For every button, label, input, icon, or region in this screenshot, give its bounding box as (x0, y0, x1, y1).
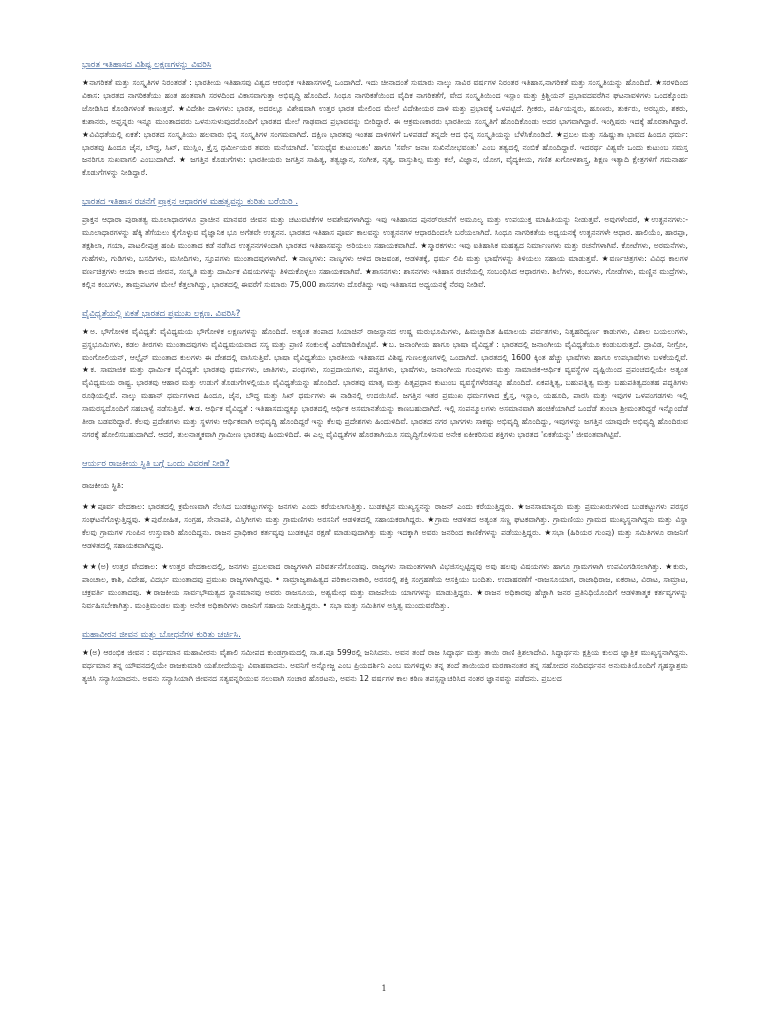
section-unity-in-diversity (82, 301, 688, 442)
section-heading: ಭಾರತ ಇತಿಹಾಸದ ವಿಶಿಷ್ಟ ಲಕ್ಷಣಗಳನ್ನು ವಿವರಿಸಿ (82, 60, 212, 70)
section-paragraph-later-vedic: ★★(ಅ) ಉತ್ತರ ವೇದಕಾಲ: ★ಉತ್ತರ ವೇದಕಾಲದಲ್ಲಿ, ಜನಗಳು ಪ್ರಬಲವಾದ ರಾಜ್ಯಗಳಾಗಿ ಪರಿವರ್ತನೆಗೊಂಡವು. ರಾಜ್ಯಗಳು ಸಾಮಂತಗಳಾಗಿ ವಿಭಜಿಸಲ್ಪಟ್ಟಿದ್ದವು ಅವು ಹಲವು ವಿಷಯಗಳು ಹಾಗೂ ಗ್ರಾಮಗಳಾಗಿ ಉಪವಿಂಗಡಿಸಲಾಗಿತ್ತು. ★ಕುರು, ಪಾಂಚಾಲ, ಕಾಶಿ, ವಿದೇಹ, ವಿದರ್ಭ ಮುಂತಾದವು ಪ್ರಮುಖ ರಾಜ್ಯಗಳಾಗಿದ್ದವು. • ಸಾಮ್ರಾಜ್ಯಶಾಹಿತ್ವದ ಪರಿಕಾಲನಾಕಾರಿ, ಅರಸರಲ್ಲಿ ಶಕ್ತಿ ಸಂಗ್ರಹಣೆಯ ಆಸಕ್ತಿಯು ಬಂದಿತು. ಉದಾಹರಣೆಗೆ -ರಾಜಸೂಯಾಗ, ರಾಜಾಧಿರಾಜ, ಏಕರಾಟ, ವಿರಾಟ, ಸಾಮ್ರಾಟ, ಚಕ್ರವರ್ತಿ ಮುಂತಾದವು. ★ರಾಜಕೀಯ ಸಾರ್ವಭೌಮತ್ವದ ಸ್ಥಾನಮಾನವು ಅವರು ರಾಜಸೂಯ, ಅಶ್ವಮೇಧ ಮತ್ತು ವಾಜಪೇಯ ಯಾಗಗಳನ್ನು ಮಾಡುತ್ತಿದ್ದರು. ★ರಾಜನ ಅಧಿಕಾರವು ಹೆಚ್ಚಾಗಿ ಜನರ ಪ್ರತಿನಿಧಿಯೊಂದಿಗೆ ಆಡಳಿತಾತ್ಮಕ ಕರ್ತವ್ಯಗಳನ್ನು ನಿರ್ವಹಿಸಬೇಕಾಗಿತ್ತು. ಮಂತ್ರಿಮಂಡಲ ಮತ್ತು ಅನೇಕ ಅಧಿಕಾರಿಗಳು ರಾಜನಿಗೆ ಸಹಾಯ ನೀಡುತ್ತಿದ್ದರು. • ಸಭಾ ಮತ್ತು ಸಮಿತಿಗಳ ಅಸ್ತಿತ್ವ ಮುಂದುವರೆದಿತ್ತು. (82, 562, 688, 611)
section-heading: ಆರ್ಯರ ರಾಜಕೀಯ ಸ್ಥಿತಿ ಬಗ್ಗೆ ಒಂದು ವಿವರಣೆ ನೀಡಿ? (82, 458, 230, 469)
section-heading: ವೈವಿಧ್ಯತೆಯಲ್ಲಿ ಏಕತೆ ಭಾರತದ ಪ್ರಮುಖ ಲಕ್ಷಣ. ವಿವರಿಸಿ? (82, 308, 241, 319)
page-number: 1 (381, 984, 387, 993)
section-paragraph-early-vedic: ★★ಪೂರ್ವ ವೇದಕಾಲ: ಭಾರತದಲ್ಲಿ ಕ್ರಮೇಣವಾಗಿ ನೆಲಸಿದ ಬುಡಕಟ್ಟುಗಳನ್ನು ಜನಗಳು ಎಂದು ಕರೆಯಲಾಗುತ್ತಿತ್ತು. ಬುಡಕಟ್ಟಿನ ಮುಖ್ಯಸ್ಥನನ್ನು ರಾಜನ್ ಎಂದು ಕರೆಯುತ್ತಿದ್ದರು. ★ಜನಸಾಮಾನ್ಯರು ಮತ್ತು ಪ್ರಮುಖರುಗಳಿಂದ ಬುಡಕಟ್ಟುಗಳು ಪರಸ್ಪರ ಸಂಘಟನೆಗೊಳ್ಳುತ್ತಿದ್ದವು. ★ಪುರೋಹಿತ, ಸಂಗ್ರಹ, ಸೇನಾಪತಿ, ವಿಸ್ತಿಗೀಗಳು ಮತ್ತು ಗ್ರಾಮಣಿಗಳು ಅರಸನಿಗೆ ಆಡಳಿತದಲ್ಲಿ ಸಹಾಯಕರಾಗಿದ್ದರು. ★ಗ್ರಾಮ ಆಡಳಿತದ ಅತ್ಯಂತ ಸಣ್ಣ ಘಟಕವಾಗಿತ್ತು. ಗ್ರಾಮಣಿಯು ಗ್ರಾಮದ ಮುಖ್ಯಸ್ಥನಾಗಿದ್ದನು ಮತ್ತು ವಿಸ್ಥಾ ಕೆಲವು ಗ್ರಾಮಗಳ ಗುಂಪಿನ ಉಸ್ತುವಾರಿ ಹೊಂದಿದ್ದನು. ರಾಜನ ಪ್ರಾಧಿಕಾರ ಕರ್ತವ್ಯವು ಬುಡಕಟ್ಟಿನ ರಕ್ಷಣೆ ಮಾಡುವುದಾಗಿತ್ತು ಮತ್ತು ಇದಕ್ಕಾಗಿ ಅವರು ಜನರಿಂದ ಕಾಣಿಕೆಗಳನ್ನು ಪಡೆಯುತ್ತಿದ್ದರು. ★ಸಭಾ (ಹಿರಿಯರ ಗುಂಪು) ಮತ್ತು ಸಮಿತಿಗಳೂ ರಾಜನಿಗೆ ಆಡಳಿತದಲ್ಲಿ ಸಹಾಯಕವಾಗಿದ್ದವು. (82, 501, 688, 550)
section-body: ಪ್ರಾಕ್ತನ ಆಧಾರಾ ಪುರಾತತ್ವ ಮೂಲಾಧಾರಗಳೂ ಪ್ರಾಚೀನ ಮಾನವರ ಜೀವನ ಮತ್ತು ಚಟುವಟಿಕೆಗಳ ಅವಶೇಷಗಳಾಗಿದ್ದು ಇವು ಇತಿಹಾಸದ ಪುನರ್‌ರಚನೆಗೆ ಅಮೂಲ್ಯ ಮತ್ತು ಉಪಯುಕ್ತ ಮಾಹಿತಿಯನ್ನು ನೀಡುತ್ತವೆ. ಅವುಗಳೆಂದರೆ, ★ಉತ್ಖನನಗಳು:-ಮೂಲಾಧಾರಗಳನ್ನು ಹೆಕ್ಕಿ ತೆಗೆಯಲು ಕೈಗೊಳ್ಳುವ ವೈಜ್ಞಾನಿಕ ಭೂ ಅಗೆತವೇ ಉತ್ಖನನ. ಭಾರತದ ಇತಿಹಾಸ ಪೂರ್ವ ಕಾಲವನ್ನು ಉತ್ಖನನಗಳ ಆಧಾರದಿಂದಲೇ ಬರೆಯಲಾಗಿದೆ. ಸಿಂಧೂ ನಾಗರಿಕತೆಯ ಅಧ್ಯಯನಕ್ಕೆ ಉತ್ಖನನಗಳೇ ಆಧಾರ. ಹಾಲಿಯೆಂ, ಹಾರಪ್ಪಾ, ತಕ್ಷಶಿಲಾ, ಗಯಾ, ಪಾಟಲೀಪುತ್ರ ಹಂಪಿ ಮುಂತಾದ ಕಡೆ ನಡೆಸಿದ ಉತ್ಖನನಗಳಿಂದಾಗಿ ಭಾರತದ ಇತಿಹಾಸವನ್ನು ಅರಿಯಲು ಸಹಾಯಕವಾಗಿದೆ. ★ಸ್ಮಾರಕಗಳು: ಇವು ಐತಿಹಾಸಿಕ ಮಹತ್ವದ ನಿರ್ಮಾಣಗಳು ಮತ್ತು ರಚನೆಗಳಾಗಿವೆ. ಕೋಟೆಗಳು, ಅರಮನೆಗಳು, ಗುಹೆಗಳು, ಗುಡಿಗಳು, ಬಸದಿಗಳು, ಮಸೀದಿಗಳು, ಸ್ತೂಪಗಳು ಮುಂತಾದವುಗಳಾಗಿವೆ. ★ನಾಣ್ಯಗಳು: ನಾಣ್ಯಗಳು ಆಳಿದ ರಾಜವಂಶ, ಆಡಳಿತಕ್ಕೆ, ಧರ್ಮ ಲಿಪಿ ಮತ್ತು ಭಾಷೆಗಳನ್ನು ತಿಳಿಯಲು ಸಹಾಯ ಮಾಡುತ್ತವೆ. ★ವರ್ಣಚಿತ್ರಗಳು: ವಿವಿಧ ಕಾಲಗಳ ವರ್ಣಚಿತ್ರಗಳು ಆಯಾ ಕಾಲದ ಜೀವನ, ಸಂಸ್ಕೃತಿ ಮತ್ತು ದಾರ್ಮಿಕ ವಿಷಯಗಳನ್ನು ತಿಳಿದುಕೊಳ್ಳಲು ಸಹಾಯಕವಾಗಿವೆ. ★ಶಾಸನಗಳು: ಶಾಸನಗಳು ಇತಿಹಾಸ ರಚನೆಯಲ್ಲಿ ಸಂಬಂಧಿಸಿದ ಆಧಾರಗಳು. ಶಿಲೆಗಳು, ಕಂಬಗಳು, ಗೋಡೆಗಳು, ಮಣ್ಣಿನ ಮುದ್ರೆಗಳು, ಕಲ್ಲಿನ ಕಂಬಗಳು, ತಾಮ್ರಪಟಗಳ ಮೇಲೆ ಕೆತ್ತಲಾಗಿದ್ದು, ಭಾರತದಲ್ಲಿ ಈವರೆಗೆ ಸುಮಾರು 75,000 ಶಾಸನಗಳು ದೊರೆತಿದ್ದು ಇವು ಇತಿಹಾಸದ ಅಧ್ಯಯನಕ್ಕೆ ನೆರವು ನೀಡಿವೆ. (82, 215, 688, 289)
section-heading: ಮಹಾವೀರನ ಜೀವನ ಮತ್ತು ಬೋಧನೆಗಳ ಕುರಿತು ಚರ್ಚಿಸಿ. (82, 630, 241, 641)
section-features-of-indian-history (82, 52, 688, 180)
section-heading: ಭಾರತದ ಇತಿಹಾಸ ರಚನೆಗೆ ಪ್ರಾಕ್ತನ ಆಧಾರಗಳ ಮಹತ್ವವನ್ನು ಕುರಿತು ಬರೆಯಿರಿ . (82, 197, 299, 208)
subsection-label: ರಾಜಕೀಯ ಸ್ಥಿತಿ: (82, 480, 124, 490)
section-body: ★(ಅ) ಆರಂಭಿಕ ಜೀವನ : ವರ್ಧಮಾನ ಮಹಾವೀರನು ವೈಶಾಲಿ ಸಮೀಪದ ಕುಂಡಗ್ರಾಮದಲ್ಲಿ ಸಾ.ಶ.ಪೂ 599ರಲ್ಲಿ ಜನಿಸಿದನು. ಅವನ ತಂದೆ ರಾಜ ಸಿದ್ಧಾರ್ಥ ಮತ್ತು ತಾಯಿ ರಾಣಿ ತ್ರಿಶಲಾದೇವಿ. ಸಿದ್ಧಾರ್ಥನು ಕ್ಷತ್ರಿಯ ಕುಲದ ಜ್ಞಾತ್ರಿಕ ಮುಖ್ಯಸ್ಥನಾಗಿದ್ದನು. ವರ್ಧಮಾನ ತನ್ನ ಯೌವನದಲ್ಲಿಯೇ ರಾಜಕುಮಾರಿ ಯಶೋದೆಯನ್ನು ವಿವಾಹವಾದನು. ಅವನಿಗೆ ಅನ್ನೋಜ್ಜ ಎಂಬ ಪ್ರಿಯದರ್ಶಿನಿ ಎಂಬ ಮಗಳಿದ್ದಳು ತನ್ನ ತಂದೆ ತಾಯಿಯರ ಮರಣಾನಂತರ ತನ್ನ ಸಹೋದರ ನಂದಿವರ್ಧನನ ಅನುಮತಿಯೊಂದಿಗೆ ಗೃಹಸ್ಥಾಶ್ರಮ ತ್ಯಜಿಸಿ ಸನ್ಯಾಸಿಯಾದನು. ಅವನು ಸನ್ಯಾಸಿಯಾಗಿ ಜೀವನದ ಸತ್ಯವನ್ನರಿಯುವ ಸಲುವಾಗಿ ಸಂಚಾರ ಹೊರಟನು, ಅವನು 12 ವರ್ಷಗಳ ಕಾಲ ಕಠಿಣ ತಪಸ್ಸನ್ನಾಚರಿಸಿದ ನಂತರ ಜ್ಞಾನವನ್ನು ಪಡೆದನು. ಪ್ರಬಲದ (82, 648, 688, 683)
section-body: ★ಅ. ಭೌಗೋಳಿಕ ವೈವಿಧ್ಯತೆ: ವೈವಿಧ್ಯಮಯ ಭೌಗೋಳಿಕ ಲಕ್ಷಣಗಳನ್ನು ಹೊಂದಿದೆ. ಅತ್ಯಂತ ತಂಪಾದ ಸಿಯಾಚಿನ್ ರಾಜಸ್ಥಾನದ ಉಷ್ಣ ಮರುಭೂಮಿಗಳು, ಹಿಮಚ್ಛಾದಿತ ಹಿಮಾಲಯ ಪರ್ವತಗಳು, ನಿತ್ಯಹರಿದ್ವರ್ಣ ಕಾಡುಗಳು, ವಿಶಾಲ ಬಯಲುಗಳು, ಪ್ರಸ್ಥಭೂಮಿಗಳು, ಕಡಲ ತೀರಗಳು ಮುಂತಾದವುಗಳು ವೈವಿಧ್ಯಮಯವಾದ ಸಸ್ಯ ಮತ್ತು ಪ್ರಾಣಿ ಸಂಕುಲಕ್ಕೆ ಎಡೆಮಾಡಿಕೊಟ್ಟಿವೆ. ★ಬ. ಜನಾಂಗೀಯ ಹಾಗೂ ಭಾಷಾ ವೈವಿಧ್ಯತೆ : ಭಾರತದಲ್ಲಿ ಜನಾಂಗೀಯ ವೈವಿಧ್ಯತೆಯೂ ಕಂಡುಬರುತ್ತದೆ. ದ್ರಾವಿಡ, ನೀಗ್ರೋ, ಮಂಗೋಲಿಯನ್, ಆಲ್ಪೈನ್ ಮುಂತಾದ ಕುಲಗಳು ಈ ದೇಶದಲ್ಲಿ ವಾಸಿಸುತ್ತಿವೆ. ಭಾಷಾ ವೈವಿಧ್ಯತೆಯು ಭಾರತೀಯ ಇತಿಹಾಸದ ವಿಶಿಷ್ಟ ಗುಣಲಕ್ಷಣಗಳಲ್ಲಿ ಒಂದಾಗಿದೆ. ಭಾರತದಲ್ಲಿ 1600 ಕ್ಕಿಂತ ಹೆಚ್ಚು ಭಾಷೆಗಳು ಹಾಗೂ ಉಪಭಾಷೆಗಳು ಬಳಕೆಯಲ್ಲಿವೆ. ★ಕ. ಸಾಮಾಜಿಕ ಮತ್ತು ಧಾರ್ಮಿಕ ವೈವಿಧ್ಯತೆ: ಭಾರತವು ಧರ್ಮಗಳು, ಜಾತಿಗಳು, ಪಂಥಗಳು, ಸಂಪ್ರದಾಯಗಳು, ಪದ್ಧತಿಗಳು, ಭಾಷೆಗಳು, ಜನಾಂಗೀಯ ಗುಂಪುಗಳು ಮತ್ತು ಸಾಮಾಜಿಕ-ಆರ್ಥಿಕ ವ್ಯವಸ್ಥೆಗಳ ದೃಷ್ಟಿಯಿಂದ ಪ್ರಪಂಚದಲ್ಲಿಯೇ ಅತ್ಯಂತ ವೈವಿಧ್ಯಮಯ ರಾಷ್ಟ್ರ. ಭಾರತವು ಆಹಾರ ಮತ್ತು ಉಡುಗೆ ತೊಡುಗೆಗಳಲ್ಲಿಯೂ ವೈವಿಧ್ಯತೆಯನ್ನು ಹೊಂದಿದೆ. ಭಾರತವು ಮಾತೃ ಮತ್ತು ಪಿತೃಪ್ರಧಾನ ಕುಟುಂಬ ವ್ಯವಸ್ಥೆಗಳೆರಡನ್ನೂ ಹೊಂದಿದೆ. ಏಕಪತ್ನಿತ್ವ, ಬಹುಪತ್ನಿತ್ವ ಮತ್ತು ಬಹುಪತಿತ್ವದಂತಹ ಪದ್ಧತಿಗಳು ರೂಢಿಯಲ್ಲಿವೆ. ನಾಲ್ಕು ಮಹಾನ್ ಧರ್ಮಗಳಾದ ಹಿಂದೂ, ಜೈನ, ಬೌದ್ಧ ಮತ್ತು ಸಿಖ್ ಧರ್ಮಗಳು ಈ ನಾಡಿನಲ್ಲಿ ಉದಯಿಸಿವೆ. ಜಗತ್ತಿನ ಇತರ ಪ್ರಮುಖ ಧರ್ಮಗಳಾದ ಕ್ರೈಸ್ತ, ಇಸ್ಲಾಂ, ಯಹೂದಿ, ಪಾರಸಿ ಮತ್ತು ಇವುಗಳ ಒಳಪಂಗಡಗಳು ಇಲ್ಲಿ ಸಾಮರಸ್ಯದೊಂದಿಗೆ ಸಹಬಾಳ್ವೆ ನಡೆಸುತ್ತಿವೆ. ★ಡ. ಆರ್ಥಿಕ ವೈವಿಧ್ಯತೆ : ಇತಿಹಾಸದುದ್ದಕ್ಕೂ ಭಾರತದಲ್ಲಿ ಆರ್ಥಿಕ ಅಸಮಾನತೆಯನ್ನು ಕಾಣಬಹುದಾಗಿದೆ. ಇಲ್ಲಿ ಸಂಪನ್ಮೂಲಗಳು ಅಸಮಾನವಾಗಿ ಹಂಚಿಕೆಯಾಗಿದೆ ಒಂದೆಡೆ ತುಂಬಾ ಶ್ರೀಮಂತರಿದ್ದರೆ ಇನ್ನೊಂದೆಡೆ ತೀರಾ ಬಡವರಿದ್ದಾರೆ. ಕೆಲವು ಪ್ರದೇಶಗಳು ಮತ್ತು ಸ್ಥಳಗಳು ಆರ್ಥಿಕವಾಗಿ ಅಭಿವೃದ್ಧಿ ಹೊಂದಿದ್ದರೆ ಇನ್ನು ಕೆಲವು ಪ್ರದೇಶಗಳು ಹಿಂದುಳಿದಿವೆ. ಭಾರತದ ನಗರ ಭಾಗಗಳು ಸಾಕಷ್ಟು ಅಭಿವೃದ್ಧಿ ಹೊಂದಿದ್ದು, ಇವುಗಳನ್ನು ಜಗತ್ತಿನ ಯಾವುದೇ ಅಭಿವೃದ್ಧಿ ಹೊಂದಿರುವ ನಗರಕ್ಕೆ ಹೋಲಿಸಬಹುದಾಗಿದೆ. ಆದರೆ, ತುಲನಾತ್ಮಕವಾಗಿ ಗ್ರಾಮೀಣ ಭಾರತವು ಹಿಂದುಳಿದಿದೆ. ಈ ಎಲ್ಲ ವೈವಿಧ್ಯತೆಗಳ ಹೊರತಾಗಿಯೂ ಸಮೃದ್ಧಿಗೊಳಿಸುವ ಅನೇಕ ಏಕೀಕರಿಸುವ ಶಕ್ತಿಗಳು ಭಾರತದ 'ಏಕತೆಯನ್ನು' ಜೀವಂತವಾಗಿಟ್ಟಿವೆ. (82, 326, 688, 439)
section-body: ★ನಾಗರಿಕತೆ ಮತ್ತು ಸಂಸ್ಕೃತಿಗಳ ನಿರಂತರತೆ : ಭಾರತೀಯ ಇತಿಹಾಸವು ವಿಶ್ವದ ಆರಂಭಿಕ ಇತಿಹಾಸಗಳಲ್ಲಿ ಒಂದಾಗಿದೆ. ಇದು ಚೀನಾದಂತೆ ಸುಮಾರು ನಾಲ್ಕು ಸಾವಿರ ವರ್ಷಗಳ ನಿರಂತರ ಇತಿಹಾಸ,ನಾಗರಿಕತೆ ಮತ್ತು ಸಂಸ್ಕೃತಿಯನ್ನು ಹೊಂದಿದೆ. ★ಸರಳದಿಂದ ವಿಕಾಸ: ಭಾರತದ ನಾಗರಿಕತೆಯು ಹಂತ ಹಂತವಾಗಿ ಸರಳದಿಂದ ವಿಕಾಸವಾಗುತ್ತಾ ಅಭಿವೃದ್ಧಿ ಹೊಂದಿದೆ. ಸಿಂಧೂ ನಾಗರಿಕತೆಯಿಂದ ವೈದಿಕ ನಾಗರಿಕತೆಗೆ, ವೇದ ಸಂಸ್ಕೃತಿಯಿಂದ ಇಸ್ಲಾಂ ಮತ್ತು ಕ್ರಿಶ್ಚಿಯನ್ ಪ್ರಭಾವದವರೆಗಿನ ಘಟನಾವಳಿಗಳು ಒಂದಕ್ಕೊಂದು ಜೋಡಿಸಿದ ಕೊಂಡಿಗಳಂತೆ ಕಾಣುತ್ತವೆ. ★ವಿದೇಶೀ ದಾಳಿಗಳು: ಭಾರತ, ಅದರಲ್ಲೂ ವಿಶೇಷವಾಗಿ ಉತ್ತರ ಭಾರತ ಮೇಲಿಂದ ಮೇಲೆ ವಿದೇಶೀಯರ ದಾಳಿ ಮತ್ತು ಪ್ರಭಾವಕ್ಕೆ ಒಳಪಟ್ಟಿದೆ. ಗ್ರೀಕರು, ಪರ್ಷಿಯನ್ನರು, ಹೂಣರು, ತುರ್ಕರು, ಅರಬ್ಬರು, ಶಕರು, ಕುಶಾನರು, ಅಫ್ಘನ್ನರು ಇನ್ನೂ ಮುಂತಾದವರು ಒಳನುಸುಳುವುದರೊಂದಿಗೆ ಭಾರತದ ಮೇಲೆ ಗಾಢವಾದ ಪ್ರಭಾವವನ್ನು ಬೀರಿದ್ದಾರೆ. ಈ ಆಕ್ರಮಣಕಾರರು ಭಾರತೀಯ ಸಂಸ್ಕೃತಿಗೆ ಹೊಂದಿಕೊಂಡು ಅದರ ಭಾಗವಾಗಿದ್ದಾರೆ. ಇಂಗ್ಲಿಷರು ಇದಕ್ಕೆ ಹೊರತಾಗಿದ್ದಾರೆ. ★ವಿವಿಧತೆಯಲ್ಲಿ ಏಕತೆ: ಭಾರತದ ಸಂಸ್ಕೃತಿಯು ಹಲವಾರು ಭಿನ್ನ ಸಂಸ್ಕೃತಿಗಳ ಸಂಗಮವಾಗಿದೆ. ದಕ್ಷಿಣ ಭಾರತವು ಇಂತಹ ದಾಳಿಗಳಿಗೆ ಒಳಪಡದೆ ತನ್ನದೇ ಆದ ಭಿನ್ನ ಸಂಸ್ಕೃತಿಯನ್ನು ಬೆಳೆಸಿಕೊಂಡಿದೆ. ★ಪ್ರಬಲ ಮತ್ತು ಸಹಿಷ್ಣುತಾ ಭಾವದ ಹಿಂದೂ ಧರ್ಮ: ಭಾರತವು ಹಿಂದೂ ಜೈನ, ಬೌದ್ಧ, ಸಿಖ್, ಮುಸ್ಲಿಂ, ಕ್ರೈಸ್ತ ಧರ್ಮೀಯರ ತವರು ಮನೆಯಾಗಿದೆ. 'ವಸುಧೈವ ಕುಟುಂಬಕಂ' ಹಾಗೂ 'ಸರ್ವೇ ಜನಾಃ ಸುಖಿನೋಭವಂತು' ಎಂಬ ತತ್ವದಲ್ಲಿ ನಂಬಿಕೆ ಹೊಂದಿದ್ದಾರೆ. ಇದರರ್ಥ ವಿಶ್ವವೇ ಒಂದು ಕುಟುಂಬ ಸಮಸ್ತ ಜನರಿಗೂ ಸುಖವಾಗಲಿ ಎಂಬುದಾಗಿದೆ. ★ ಜಗತ್ತಿನ ಕೊಡುಗೆಗಳು: ಭಾರತೀಯರು ಜಗತ್ತಿನ ಸಾಹಿತ್ಯ, ತತ್ವಜ್ಞಾನ, ಸಂಗೀತ, ನೃತ್ಯ, ವಾಸ್ತುಶಿಲ್ಪ ಮತ್ತು ಕಲೆ, ವಿಜ್ಞಾನ, ಯೋಗ, ವೈದ್ಯಕೀಯ, ಗಣಿತ ಖಗೋಳಶಾಸ್ತ್ರ, ಶಿಕ್ಷಣ ಇತ್ಯಾದಿ ಕ್ಷೇತ್ರಗಳಿಗೆ ಗಮನಾರ್ಹ ಕೊಡುಗೆಗಳನ್ನು ನೀಡಿದ್ದಾರೆ. (82, 78, 688, 178)
document-page (82, 52, 688, 695)
section-archaeological-sources (82, 189, 688, 291)
section-mahavira-life (82, 622, 688, 686)
section-aryan-political-condition (82, 451, 688, 613)
